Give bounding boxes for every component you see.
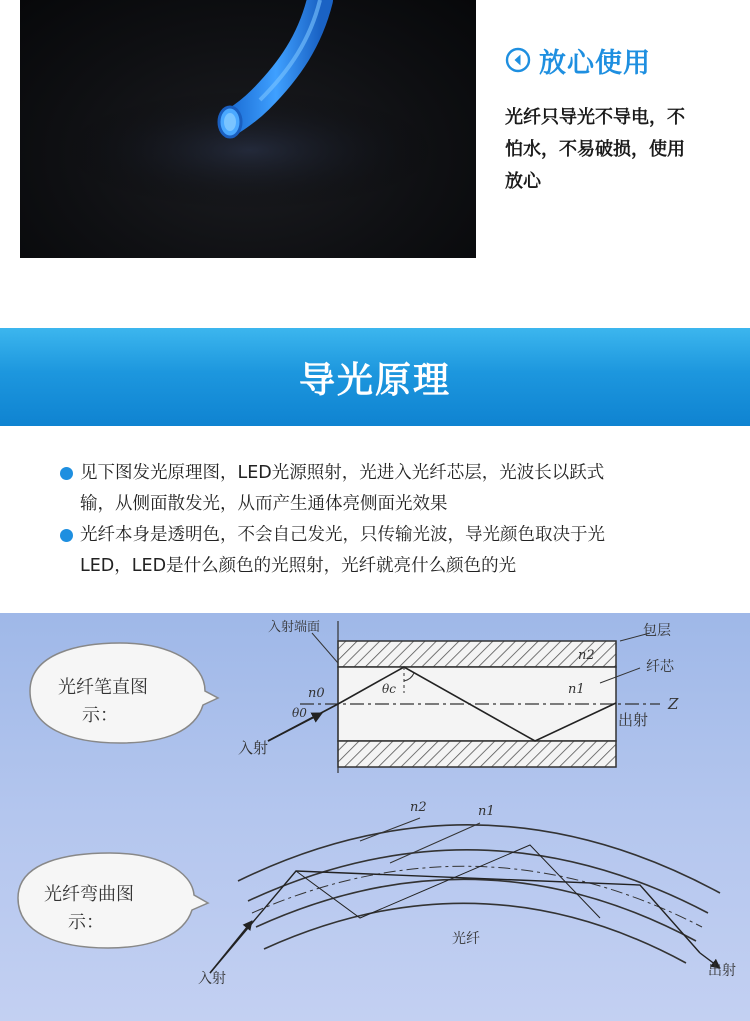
label-core: 纤芯 [646, 659, 674, 675]
bubble-text: 示： [68, 912, 104, 933]
list-item-line: 见下图发光原理图，LED光源照射，光进入光纤芯层，光波长以跃式 [80, 463, 605, 483]
label-n2: n2 [578, 648, 595, 663]
label-fiber: 光纤 [452, 931, 480, 947]
list-item-line: LED，LED是什么颜色的光照射，光纤就亮什么颜色的光 [80, 556, 517, 576]
label-cladding: 包层 [643, 623, 671, 639]
list-item-line: 光纤本身是透明色，不会自己发光，只传输光波，导光颜色取决于光 [80, 525, 605, 545]
bullet-dot-icon [60, 529, 73, 542]
bent-fiber [210, 818, 720, 973]
list-item [60, 520, 720, 582]
bubble-text: 示： [82, 705, 118, 726]
product-photo [20, 0, 476, 258]
label-theta-0: θ0 [292, 706, 307, 720]
feature-title: 放心使用 [539, 47, 651, 79]
principle-diagram [0, 613, 750, 1021]
label-in: 入射 [198, 971, 226, 987]
feature-header [505, 40, 740, 80]
label-theta-c: θc [382, 682, 396, 696]
feature-description [505, 102, 740, 198]
label-n1: n1 [568, 682, 585, 697]
straight-fiber [268, 621, 660, 773]
label-out: 出射 [618, 711, 649, 729]
fiber-diagram-svg [0, 613, 750, 1021]
list-item-line: 输，从侧面散发光，从而产生通体亮侧面光效果 [80, 494, 448, 514]
label-out: 出射 [708, 963, 736, 979]
label-n2: n2 [410, 800, 427, 815]
feature-desc-line: 放心 [505, 171, 541, 192]
feature-block [505, 40, 740, 198]
label-in: 入射 [238, 739, 269, 757]
explanation-list [60, 458, 720, 582]
fiber-glow-illustration [20, 0, 476, 258]
list-item [60, 458, 720, 520]
section-banner [0, 328, 750, 426]
label-n0: n0 [308, 686, 325, 701]
feature-desc-line: 怕水，不易破损，使用 [505, 139, 685, 160]
bubble-text: 光纤笔直图 [58, 677, 148, 698]
label-z-axis: Z [668, 695, 679, 713]
section-title: 导光原理 [298, 359, 451, 401]
label-n1: n1 [478, 804, 495, 819]
label-end-face: 入射端面 [268, 620, 321, 635]
feature-desc-line: 光纤只导光不导电，不 [505, 107, 685, 128]
chevron-left-circle-icon [505, 47, 531, 73]
bullet-dot-icon [60, 467, 73, 480]
bubble-text: 光纤弯曲图 [44, 884, 134, 905]
